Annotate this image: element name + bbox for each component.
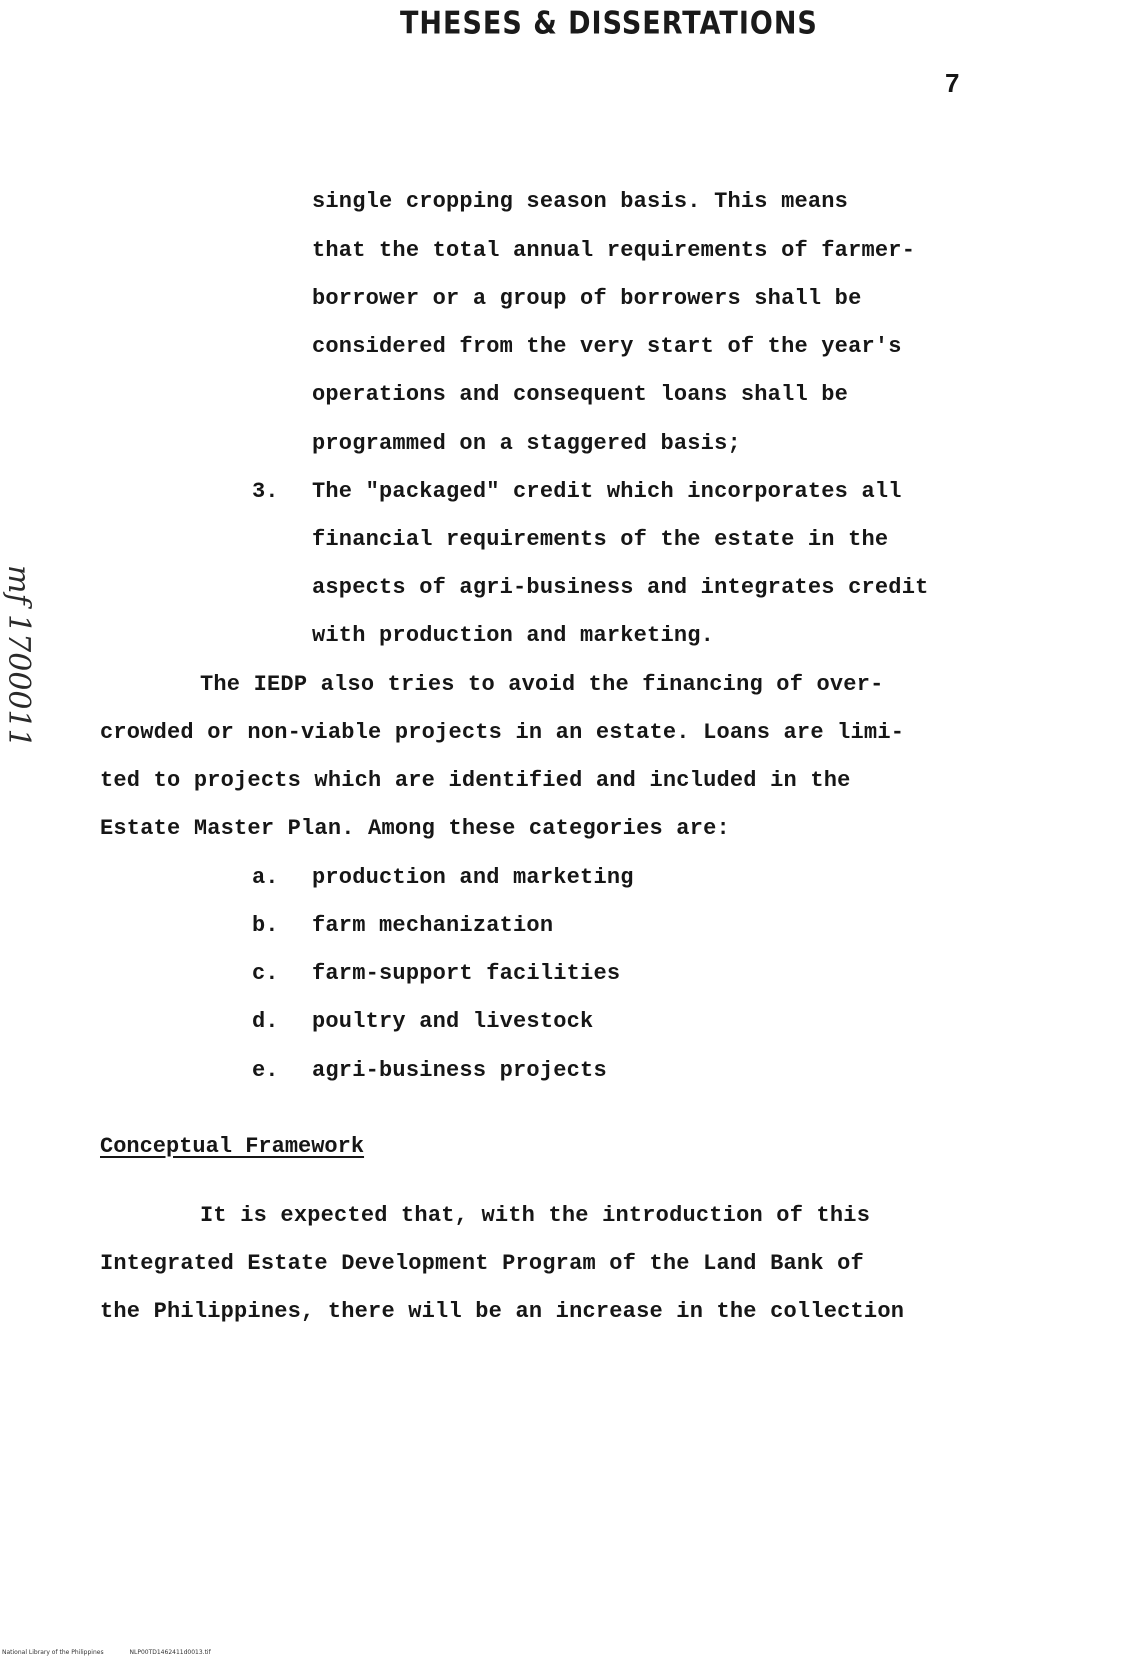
paragraph-line: ted to projects which are identified and included in the <box>100 768 851 793</box>
category-label: e. <box>252 1058 279 1083</box>
category-item: farm mechanization <box>312 913 554 938</box>
paragraph-line: the Philippines, there will be an increase in the collection <box>100 1299 905 1324</box>
page-number: 7 <box>945 68 960 98</box>
theses-dissertations-stamp: THESES & DISSERTATIONS <box>400 5 818 42</box>
text-line: The "packaged" credit which incorporates all <box>312 479 902 504</box>
text-line: considered from the very start of the year's <box>312 334 902 359</box>
paragraph-line: The IEDP also tries to avoid the financing of over- <box>200 672 884 697</box>
text-line: single cropping season basis. This means <box>312 189 849 214</box>
paragraph-line: Integrated Estate Development Program of the Land Bank of <box>100 1251 864 1276</box>
scan-footer <box>2 1649 235 1656</box>
paragraph-line: Estate Master Plan. Among these categories are: <box>100 816 730 841</box>
text-line: that the total annual requirements of farmer- <box>312 238 916 263</box>
footer-file: NLP00TD1462411d0013.tif <box>129 1649 211 1656</box>
text-line: programmed on a staggered basis; <box>312 431 741 456</box>
category-label: a. <box>252 865 279 890</box>
category-item: farm-support facilities <box>312 961 621 986</box>
paragraph-line: It is expected that, with the introduction of this <box>200 1203 871 1228</box>
footer-library: National Library of the Philippines <box>2 1649 104 1656</box>
list-item-number: 3. <box>252 479 279 504</box>
category-label: c. <box>252 961 279 986</box>
section-heading: Conceptual Framework <box>100 1134 365 1159</box>
text-line: with production and marketing. <box>312 623 715 648</box>
text-line: aspects of agri-business and integrates credit <box>312 575 929 600</box>
category-label: d. <box>252 1009 279 1034</box>
text-line: operations and consequent loans shall be <box>312 382 849 407</box>
category-label: b. <box>252 913 279 938</box>
paragraph-line: crowded or non-viable projects in an estate. Loans are limi- <box>100 720 905 745</box>
handwritten-margin-annotation: mf 1700011 <box>1 565 36 748</box>
category-item: poultry and livestock <box>312 1009 594 1034</box>
category-item: production and marketing <box>312 865 634 890</box>
category-item: agri-business projects <box>312 1058 607 1083</box>
text-line: financial requirements of the estate in the <box>312 527 889 552</box>
text-line: borrower or a group of borrowers shall be <box>312 286 862 311</box>
